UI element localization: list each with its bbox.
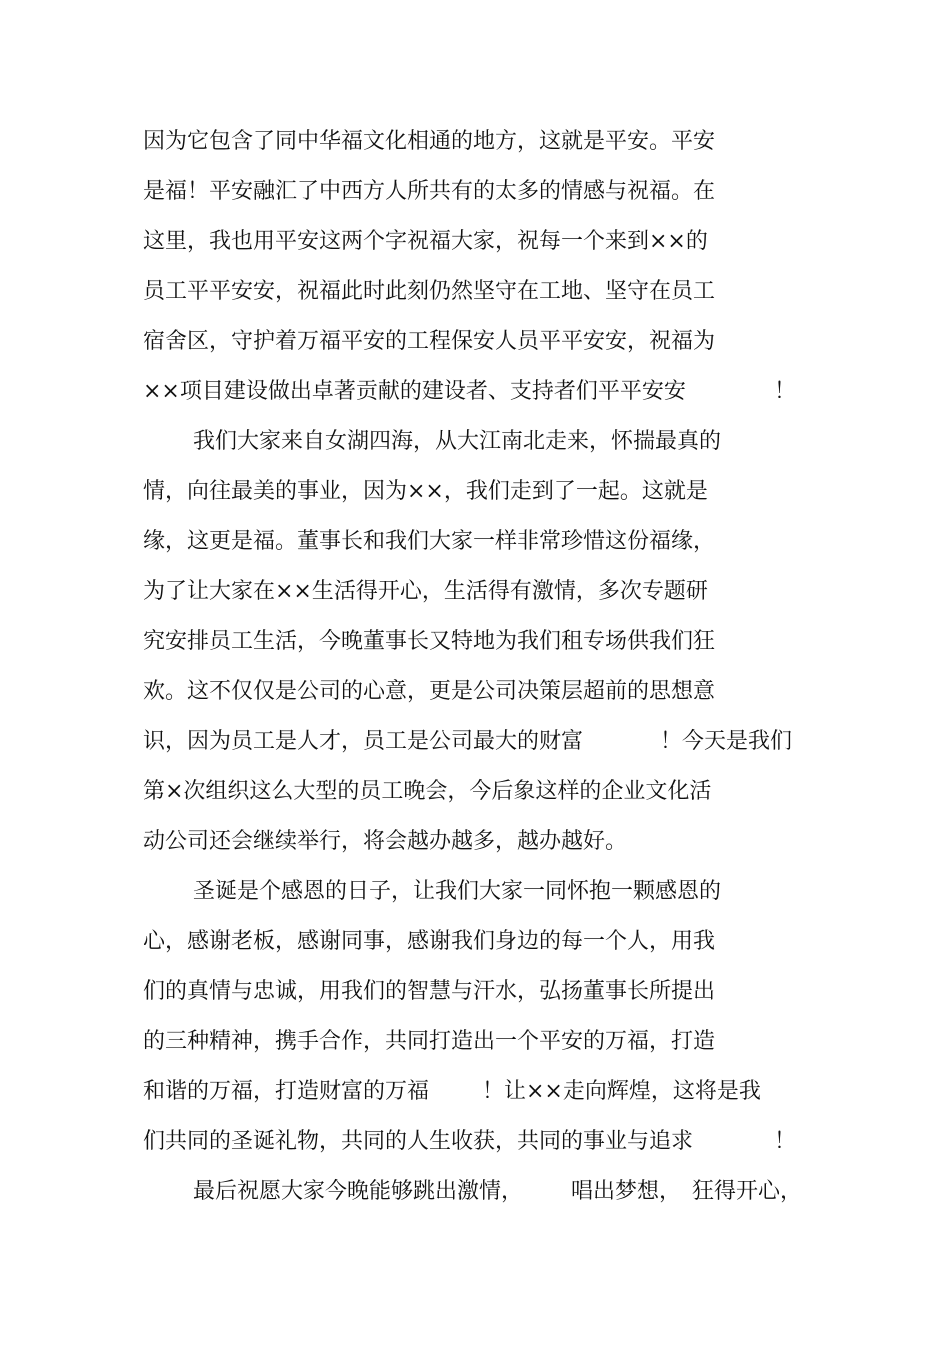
- line-text: 识，因为员工是人才，员工是公司最大的财富: [143, 729, 584, 754]
- line-text: ！今天是我们: [660, 729, 793, 754]
- line-text: 员工平平安安，祝福此时此刻仍然坚守在工地、坚守在员工: [143, 279, 716, 304]
- line-text: 狂得开心，: [692, 1179, 803, 1204]
- line-text: 究安排员工生活，今晚董事长又特地为我们租专场供我们狂: [143, 629, 716, 654]
- line-text: 第×次组织这么大型的员工晚会，今后象这样的企业文化活: [143, 779, 712, 804]
- line-text: 这里，我也用平安这两个字祝福大家，祝每一个来到××的: [143, 229, 708, 254]
- line-text: 情，向往最美的事业，因为××，我们走到了一起。这就是: [143, 479, 708, 504]
- line-punctuation: ！: [774, 1129, 797, 1154]
- line-text: 们的真情与忠诚，用我们的智慧与汗水，弘扬董事长所提出: [143, 979, 716, 1004]
- line-text: 们共同的圣诞礼物，共同的人生收获，共同的事业与追求: [143, 1129, 694, 1154]
- line-text: 宿舍区，守护着万福平安的工程保安人员平平安安，祝福为: [143, 329, 716, 354]
- line-text: 和谐的万福，打造财富的万福: [143, 1079, 430, 1104]
- line-text: 动公司还会继续举行，将会越办越多，越办越好。: [143, 829, 628, 854]
- line-text: 因为它包含了同中华福文化相通的地方，这就是平安。平安: [143, 129, 716, 154]
- line-text: 的三种精神，携手合作，共同打造出一个平安的万福，打造: [143, 1029, 716, 1054]
- line-text: 缘，这更是福。董事长和我们大家一样非常珍惜这份福缘，: [143, 529, 716, 554]
- line-text: 为了让大家在××生活得开心，生活得有激情，多次专题研: [143, 579, 708, 604]
- line-text: ！让××走向辉煌，这将是我: [482, 1079, 761, 1104]
- line-text: 圣诞是个感恩的日子，让我们大家一同怀抱一颗感恩的: [193, 879, 722, 904]
- line-text: 心，感谢老板，感谢同事，感谢我们身边的每一个人，用我: [143, 929, 716, 954]
- line-text: 欢。这不仅仅是公司的心意，更是公司决策层超前的思想意: [143, 679, 716, 704]
- line-text: 是福！平安融汇了中西方人所共有的太多的情感与祝福。在: [143, 179, 716, 204]
- line-text: 唱出梦想，: [571, 1179, 682, 1204]
- line-text: 最后祝愿大家今晚能够跳出激情，: [193, 1179, 524, 1204]
- line-text: ××项目建设做出卓著贡献的建设者、支持者们平平安安: [143, 379, 686, 404]
- line-punctuation: ！: [774, 379, 797, 404]
- line-text: 我们大家来自女湖四海，从大江南北走来，怀揣最真的: [193, 429, 722, 454]
